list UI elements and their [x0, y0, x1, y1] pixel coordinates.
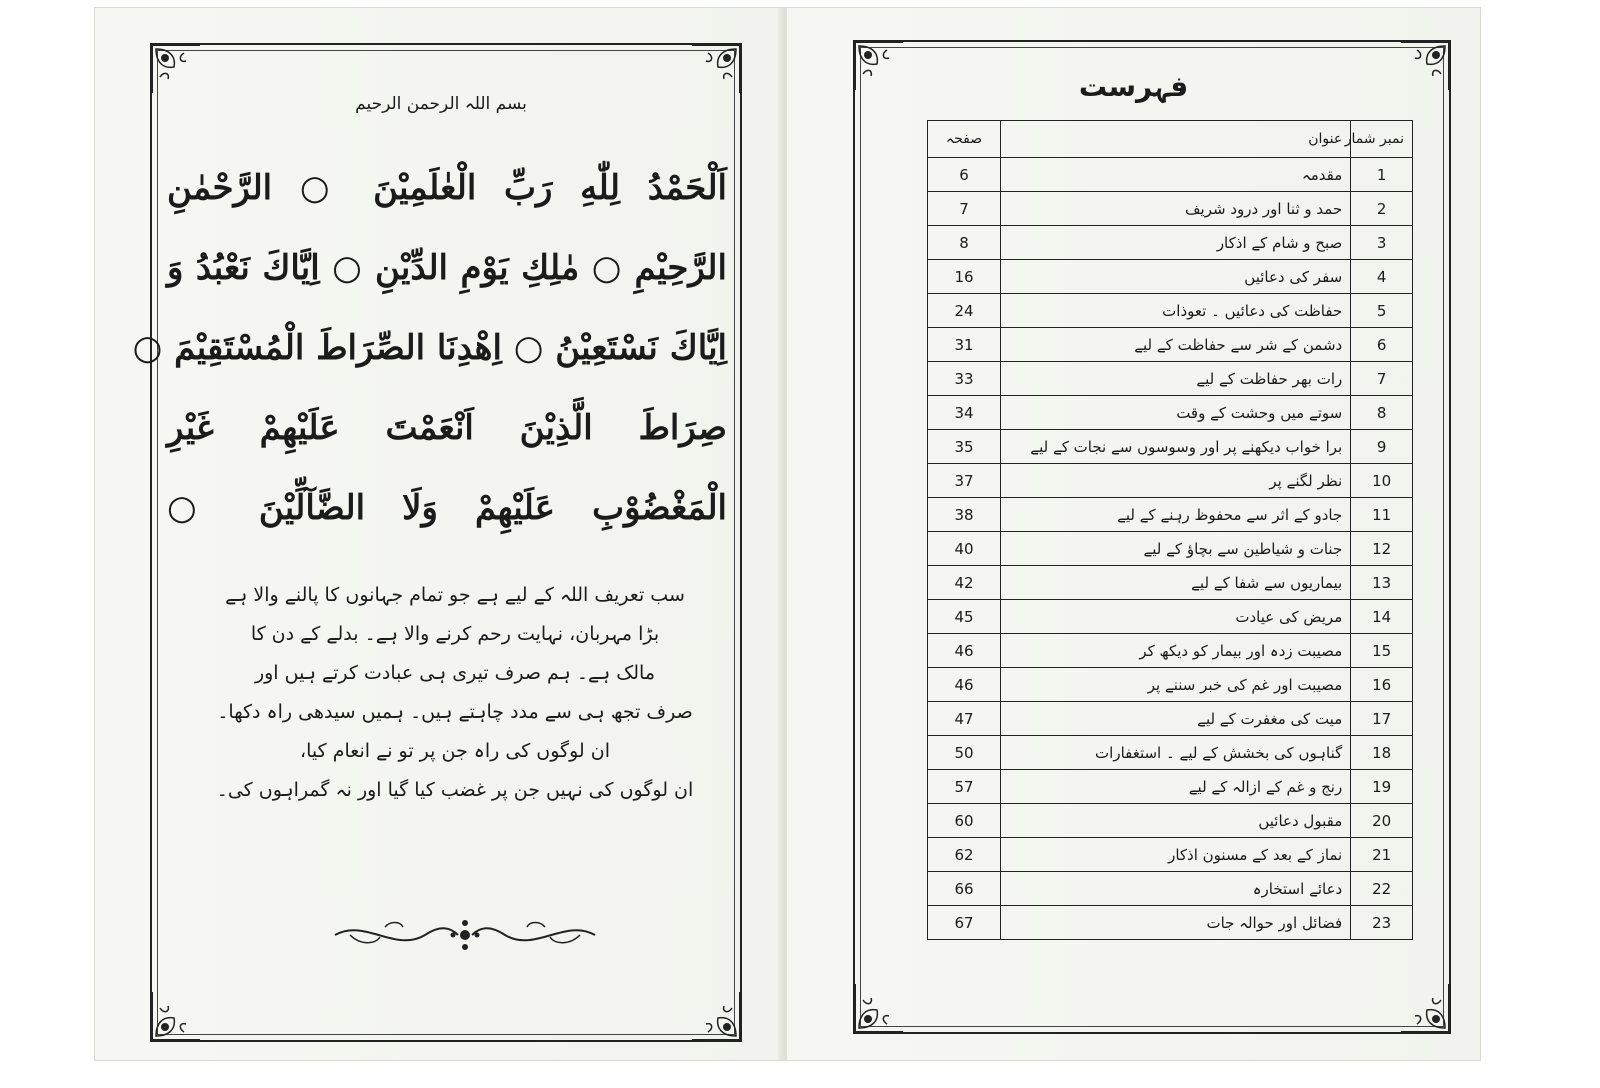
row-page-number: 24 [928, 294, 1001, 328]
header-number: نمبر شمار [1351, 121, 1413, 158]
table-row [928, 328, 1413, 362]
row-page-number: 46 [928, 634, 1001, 668]
row-serial-number: 16 [1351, 668, 1413, 702]
row-page-number: 46 [928, 668, 1001, 702]
urdu-translation [205, 576, 705, 810]
row-title: سفر کی دعائیں [1000, 260, 1350, 294]
row-page-number: 35 [928, 430, 1001, 464]
translation-line: بڑا مہربان، نہایت رحم کرنے والا ہے۔ بدلے کے دن کا [250, 623, 660, 645]
row-serial-number: 3 [1351, 226, 1413, 260]
row-serial-number: 21 [1351, 838, 1413, 872]
translation-line: سب تعریف اللہ کے لیے ہے جو تمام جہانوں کا پالنے والا ہے [225, 584, 685, 606]
table-row [928, 600, 1413, 634]
row-title: دعائے استخارہ [1000, 872, 1350, 906]
translation-line: ان لوگوں کی راہ جن پر تو نے انعام کیا، [300, 740, 610, 762]
table-row [928, 566, 1413, 600]
row-serial-number: 5 [1351, 294, 1413, 328]
header-title: عنوان [1000, 121, 1350, 158]
row-title: جادو کے اثر سے محفوظ رہنے کے لیے [1000, 498, 1350, 532]
row-serial-number: 8 [1351, 396, 1413, 430]
table-row [928, 464, 1413, 498]
row-serial-number: 15 [1351, 634, 1413, 668]
row-page-number: 7 [928, 192, 1001, 226]
row-title: مصیبت اور غم کی خبر سننے پر [1000, 668, 1350, 702]
row-title: نماز کے بعد کے مسنون اذکار [1000, 838, 1350, 872]
ayah-line: الرَّحِيْمِ ○ مٰلِكِ يَوْمِ الدِّيْنِ ○ اِيَّاكَ نَعْبُدُ وَ [167, 248, 727, 288]
corner-ornament-icon [853, 982, 905, 1034]
row-page-number: 31 [928, 328, 1001, 362]
ayah-line: صِرَاطَ الَّذِيْنَ اَنْعَمْتَ عَلَيْهِمْ غَيْرِ [167, 408, 727, 448]
corner-ornament-icon [690, 43, 742, 95]
row-page-number: 47 [928, 702, 1001, 736]
translation-line: ان لوگوں کی نہیں جن پر غضب کیا گیا اور نہ گمراہوں کی۔ [216, 779, 694, 801]
row-title: مقدمہ [1000, 158, 1350, 192]
row-title: مریض کی عیادت [1000, 600, 1350, 634]
table-row [928, 396, 1413, 430]
table-row [928, 804, 1413, 838]
row-page-number: 6 [928, 158, 1001, 192]
row-title: گناہوں کی بخشش کے لیے ۔ استغفارات [1000, 736, 1350, 770]
row-title: سوتے میں وحشت کے وقت [1000, 396, 1350, 430]
row-serial-number: 2 [1351, 192, 1413, 226]
table-row [928, 770, 1413, 804]
row-page-number: 33 [928, 362, 1001, 396]
row-title: نظر لگنے پر [1000, 464, 1350, 498]
row-title: حمد و ثنا اور درود شریف [1000, 192, 1350, 226]
header-page: صفحہ [928, 121, 1001, 158]
corner-ornament-icon [150, 990, 202, 1042]
corner-ornament-icon [853, 40, 905, 92]
table-row [928, 430, 1413, 464]
row-page-number: 62 [928, 838, 1001, 872]
ayah-line: اِيَّاكَ نَسْتَعِيْنُ ○ اِهْدِنَا الصِّرَاطَ الْمُسْتَقِيْمَ ○ [132, 328, 727, 368]
row-serial-number: 19 [1351, 770, 1413, 804]
row-title: رنج و غم کے ازالہ کے لیے [1000, 770, 1350, 804]
row-title: برا خواب دیکھنے پر اور وسوسوں سے نجات کے لیے [1000, 430, 1350, 464]
row-serial-number: 9 [1351, 430, 1413, 464]
table-row [928, 192, 1413, 226]
row-serial-number: 1 [1351, 158, 1413, 192]
table-row [928, 736, 1413, 770]
row-page-number: 57 [928, 770, 1001, 804]
row-serial-number: 18 [1351, 736, 1413, 770]
row-page-number: 60 [928, 804, 1001, 838]
row-title: جنات و شیاطین سے بچاؤ کے لیے [1000, 532, 1350, 566]
row-page-number: 42 [928, 566, 1001, 600]
row-title: حفاظت کی دعائیں ۔ تعوذات [1000, 294, 1350, 328]
row-title: رات بھر حفاظت کے لیے [1000, 362, 1350, 396]
row-serial-number: 12 [1351, 532, 1413, 566]
left-page [95, 8, 787, 1060]
row-page-number: 8 [928, 226, 1001, 260]
row-serial-number: 10 [1351, 464, 1413, 498]
row-page-number: 38 [928, 498, 1001, 532]
row-page-number: 37 [928, 464, 1001, 498]
row-title: فضائل اور حوالہ جات [1000, 906, 1350, 940]
row-title: بیماریوں سے شفا کے لیے [1000, 566, 1350, 600]
row-serial-number: 20 [1351, 804, 1413, 838]
row-serial-number: 17 [1351, 702, 1413, 736]
row-serial-number: 22 [1351, 872, 1413, 906]
row-title: مصیبت زدہ اور بیمار کو دیکھ کر [1000, 634, 1350, 668]
row-page-number: 67 [928, 906, 1001, 940]
table-row [928, 702, 1413, 736]
table-row [928, 158, 1413, 192]
row-page-number: 34 [928, 396, 1001, 430]
table-of-contents-title: فہرست [1078, 70, 1189, 103]
table-row [928, 260, 1413, 294]
translation-line: مالک ہے۔ ہم صرف تیری ہی عبادت کرتے ہیں اور [254, 662, 656, 684]
corner-ornament-icon [1399, 40, 1451, 92]
table-row [928, 226, 1413, 260]
table-row [928, 532, 1413, 566]
corner-ornament-icon [690, 990, 742, 1042]
table-row [928, 634, 1413, 668]
row-title: صبح و شام کے اذکار [1000, 226, 1350, 260]
row-page-number: 40 [928, 532, 1001, 566]
row-serial-number: 6 [1351, 328, 1413, 362]
corner-ornament-icon [150, 43, 202, 95]
row-title: دشمن کے شر سے حفاظت کے لیے [1000, 328, 1350, 362]
ayah-line: اَلْحَمْدُ لِلّٰهِ رَبِّ الْعٰلَمِيْنَ ○ الرَّحْمٰنِ [167, 168, 727, 208]
table-row [928, 838, 1413, 872]
table-row [928, 498, 1413, 532]
row-page-number: 66 [928, 872, 1001, 906]
table-of-contents [927, 120, 1413, 940]
row-title: مقبول دعائیں [1000, 804, 1350, 838]
row-page-number: 45 [928, 600, 1001, 634]
corner-ornament-icon [1399, 982, 1451, 1034]
floral-divider-icon [325, 913, 605, 958]
row-page-number: 16 [928, 260, 1001, 294]
translation-line: صرف تجھ ہی سے مدد چاہتے ہیں۔ ہمیں سیدھی راہ دکھا۔ [217, 701, 693, 723]
table-row [928, 362, 1413, 396]
row-serial-number: 14 [1351, 600, 1413, 634]
row-title: میت کی مغفرت کے لیے [1000, 702, 1350, 736]
table-row [928, 668, 1413, 702]
surah-fatiha-arabic [132, 148, 727, 548]
open-book [95, 8, 1480, 1060]
table-row [928, 872, 1413, 906]
row-serial-number: 13 [1351, 566, 1413, 600]
row-page-number: 50 [928, 736, 1001, 770]
row-serial-number: 7 [1351, 362, 1413, 396]
table-row [928, 294, 1413, 328]
ayah-line: الْمَغْضُوْبِ عَلَيْهِمْ وَلَا الضَّآلِّيْنَ ○ [167, 488, 727, 528]
table-row [928, 906, 1413, 940]
bismillah-heading: بسم اللہ الرحمن الرحیم [355, 94, 527, 114]
table-header-row [928, 121, 1413, 158]
row-serial-number: 11 [1351, 498, 1413, 532]
row-serial-number: 23 [1351, 906, 1413, 940]
right-page [787, 8, 1480, 1060]
row-serial-number: 4 [1351, 260, 1413, 294]
